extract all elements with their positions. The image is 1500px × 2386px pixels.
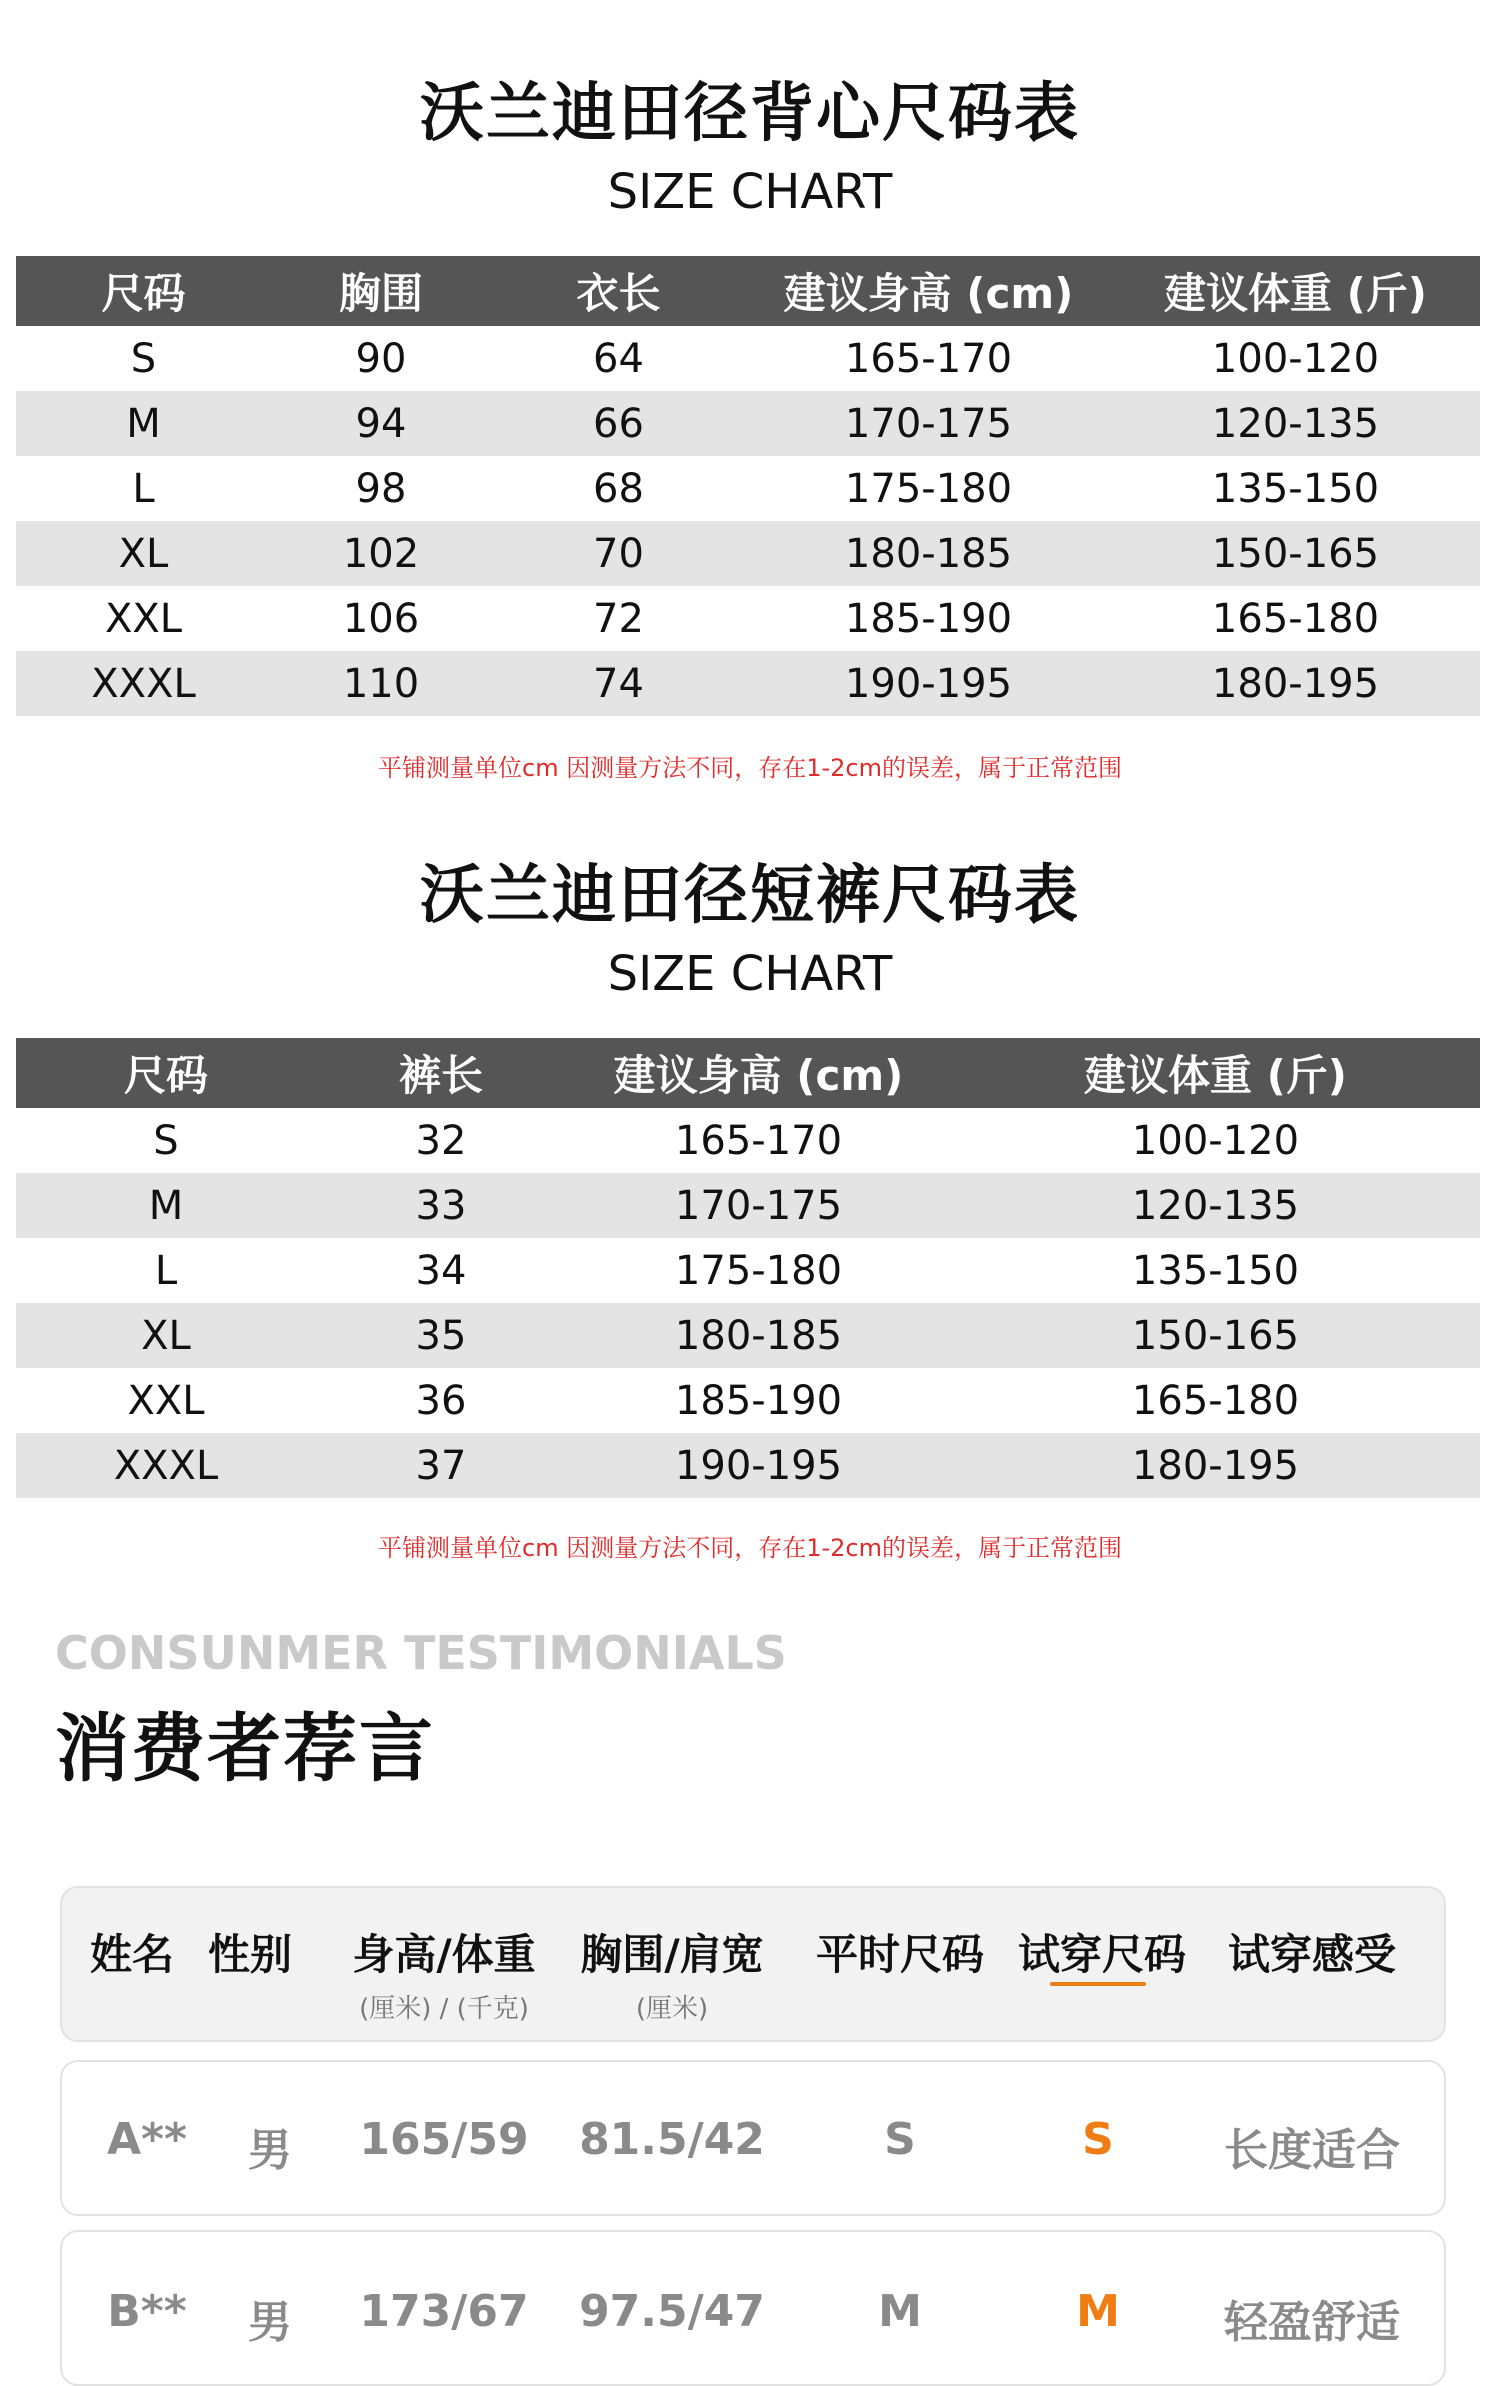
table-cell: M: [16, 391, 271, 456]
header-label: 试穿感受: [1227, 1930, 1396, 1979]
table-cell: XL: [16, 1303, 316, 1368]
header-unit: (厘米): [635, 1994, 709, 2024]
testimonial-name: A**: [106, 2114, 188, 2165]
table-cell: 175-180: [844, 465, 1013, 512]
table-cell: 70: [491, 521, 746, 586]
header-label: 性别: [207, 1930, 292, 1979]
testimonial-height-weight: 173/67: [359, 2286, 529, 2337]
table-cell: 100-120: [1131, 1117, 1300, 1164]
table-cell: 180-195: [1111, 651, 1480, 716]
shorts-chart-title: 沃兰迪田径短裤尺码表: [420, 859, 1080, 933]
vest-header-height: 建议身高 (cm): [746, 256, 1111, 326]
table-cell: L: [132, 465, 155, 512]
vest-header-chest: 胸围: [271, 256, 491, 326]
table-cell: 190-195: [566, 1433, 951, 1498]
testimonial-tried-size: M: [1076, 2286, 1120, 2337]
table-cell: L: [154, 1247, 178, 1294]
table-cell: 175-180: [674, 1247, 843, 1294]
header-label: 胸围/肩宽: [580, 1930, 764, 1979]
table-cell: 36: [415, 1377, 467, 1424]
table-cell: 135-150: [1131, 1247, 1300, 1294]
testimonial-chest-shoulder: 81.5/42: [579, 2114, 765, 2165]
testimonial-header-tried-size: [1002, 1922, 1202, 1982]
table-cell: 180-185: [566, 1303, 951, 1368]
testimonial-gender: 男: [248, 2297, 292, 2348]
testimonial-row: [60, 2060, 1446, 2216]
table-cell: 66: [491, 391, 746, 456]
table-cell: 106: [342, 595, 420, 642]
testimonial-height-weight: 165/59: [359, 2114, 529, 2165]
table-cell: 34: [415, 1247, 467, 1294]
table-cell: 185-190: [844, 595, 1013, 642]
table-cell: XXXL: [16, 651, 271, 716]
header-label: 身高/体重: [352, 1930, 536, 1979]
testimonial-row: [60, 2230, 1446, 2386]
table-row: [16, 1108, 1480, 1173]
table-row: [16, 456, 1480, 521]
table-cell: 150-165: [1111, 521, 1480, 586]
table-row: [16, 586, 1480, 651]
testimonial-name: B**: [107, 2286, 187, 2337]
table-cell: 98: [355, 465, 407, 512]
table-cell: S: [153, 1117, 179, 1164]
table-cell: XXL: [127, 1377, 205, 1424]
vest-chart-subtitle: SIZE CHART: [607, 164, 893, 220]
header-label: 姓名: [89, 1930, 174, 1979]
table-row: [16, 326, 1480, 391]
header-label: 试穿尺码: [1017, 1930, 1186, 1979]
shorts-table-header-row: [16, 1038, 1480, 1108]
testimonials-title-cn: 消费者荐言: [55, 1706, 435, 1792]
table-cell: 170-175: [746, 391, 1111, 456]
table-cell: XL: [16, 521, 271, 586]
header-unit: (厘米) / (千克): [359, 1994, 529, 2024]
table-cell: 190-195: [746, 651, 1111, 716]
table-cell: 120-135: [951, 1173, 1480, 1238]
shorts-chart-subtitle: SIZE CHART: [607, 946, 893, 1002]
table-row: [16, 1303, 1480, 1368]
header-label: 平时尺码: [815, 1930, 984, 1979]
table-cell: 68: [593, 465, 644, 512]
testimonial-header-usual-size: [800, 1922, 1000, 1982]
table-cell: XXXL: [16, 1433, 316, 1498]
testimonial-header-feedback: [1212, 1922, 1412, 1982]
testimonial-gender: 男: [248, 2125, 292, 2176]
vest-measurement-note: 平铺测量单位cm 因测量方法不同，存在1-2cm的误差，属于正常范围: [378, 754, 1122, 782]
table-cell: 74: [491, 651, 746, 716]
table-cell: 120-135: [1111, 391, 1480, 456]
vest-table-header-row: [16, 256, 1480, 326]
table-cell: M: [16, 1173, 316, 1238]
vest-chart-title: 沃兰迪田径背心尺码表: [420, 77, 1080, 151]
table-cell: 94: [271, 391, 491, 456]
table-cell: XXL: [104, 595, 183, 642]
table-cell: 72: [593, 595, 644, 642]
table-cell: 100-120: [1211, 335, 1380, 382]
table-cell: 135-150: [1211, 465, 1380, 512]
shorts-size-table: [16, 1038, 1480, 1498]
table-cell: 165-180: [1211, 595, 1380, 642]
vest-size-table: [16, 256, 1480, 716]
table-cell: 64: [593, 335, 644, 382]
table-cell: 165-180: [1131, 1377, 1300, 1424]
table-cell: 102: [271, 521, 491, 586]
testimonial-header-name: [72, 1922, 192, 1982]
vest-chart-heading: [0, 77, 1500, 220]
table-cell: 33: [316, 1173, 566, 1238]
vest-header-length: 衣长: [491, 256, 746, 326]
vest-header-size: 尺码: [16, 256, 271, 326]
shorts-header-length: 裤长: [316, 1038, 566, 1108]
table-cell: 110: [271, 651, 491, 716]
table-cell: 185-190: [674, 1377, 843, 1424]
table-cell: 37: [316, 1433, 566, 1498]
table-row: [16, 651, 1480, 716]
table-cell: 32: [415, 1117, 467, 1164]
table-cell: 35: [316, 1303, 566, 1368]
testimonial-header-chest-shoulder: [572, 1922, 772, 2025]
vest-header-weight: 建议体重 (斤): [1111, 256, 1480, 326]
table-row: [16, 1433, 1480, 1498]
testimonial-feedback: 轻盈舒适: [1224, 2297, 1400, 2348]
shorts-header-weight: 建议体重 (斤): [951, 1038, 1480, 1108]
testimonial-usual-size: S: [884, 2114, 916, 2165]
table-cell: S: [130, 335, 157, 382]
shorts-chart-heading: [0, 859, 1500, 1002]
table-row: [16, 1238, 1480, 1303]
testimonial-header-gender: [190, 1922, 310, 1982]
table-row: [16, 521, 1480, 586]
table-cell: 180-185: [746, 521, 1111, 586]
testimonials-header-card: [60, 1886, 1446, 2042]
testimonials-title-en: CONSUNMER TESTIMONIALS: [55, 1626, 787, 1680]
testimonial-usual-size: M: [878, 2286, 922, 2337]
table-row: [16, 391, 1480, 456]
table-cell: 165-170: [844, 335, 1013, 382]
table-cell: 165-170: [674, 1117, 843, 1164]
table-cell: 90: [355, 335, 407, 382]
tried-size-underline: [1050, 1982, 1146, 1986]
testimonial-tried-size: S: [1082, 2114, 1114, 2165]
table-cell: 170-175: [566, 1173, 951, 1238]
shorts-header-height: 建议身高 (cm): [566, 1038, 951, 1108]
shorts-header-size: 尺码: [16, 1038, 316, 1108]
testimonial-feedback: 长度适合: [1224, 2125, 1400, 2176]
testimonial-chest-shoulder: 97.5/47: [579, 2286, 765, 2337]
table-cell: 180-195: [951, 1433, 1480, 1498]
shorts-measurement-note: 平铺测量单位cm 因测量方法不同，存在1-2cm的误差，属于正常范围: [378, 1534, 1122, 1562]
testimonial-header-height-weight: [344, 1922, 544, 2025]
table-row: [16, 1173, 1480, 1238]
table-cell: 150-165: [951, 1303, 1480, 1368]
table-row: [16, 1368, 1480, 1433]
